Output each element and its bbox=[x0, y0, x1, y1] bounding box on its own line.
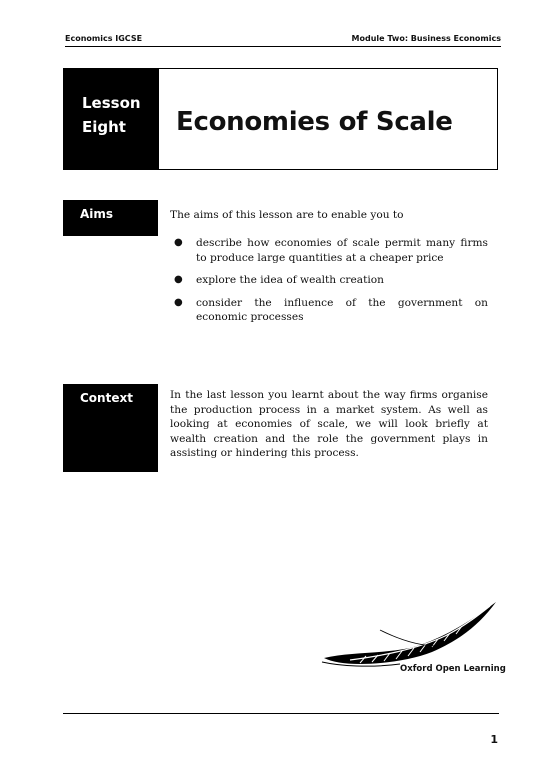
aims-item-text: explore the idea of wealth creation bbox=[196, 274, 384, 286]
header-course-title: Economics IGCSE bbox=[65, 34, 143, 43]
publisher-logo-text: Oxford Open Learning bbox=[400, 664, 506, 674]
lesson-number-panel bbox=[64, 69, 159, 169]
bullet-icon: ● bbox=[174, 237, 183, 248]
bullet-icon: ● bbox=[174, 296, 183, 308]
aims-heading-block bbox=[63, 200, 158, 236]
bullet-icon: ● bbox=[174, 274, 183, 285]
footer-divider bbox=[63, 713, 499, 714]
context-paragraph: In the last lesson you learnt about the way firms organise the production process in a market system. As well as looking at economies of scale, we will look briefly at wealth creation and the role the government plays in assisting or hindering this process. bbox=[170, 389, 488, 459]
context-heading-block bbox=[63, 384, 158, 472]
aims-item-text: consider the influence of the government on economic processes bbox=[196, 296, 488, 323]
aims-list-item bbox=[170, 273, 488, 288]
context-heading: Context bbox=[80, 391, 133, 405]
aims-item-text: describe how economies of scale permit many firms to produce large quantities at a cheaper price bbox=[196, 237, 488, 264]
aims-heading: Aims bbox=[80, 207, 114, 221]
page-number: 1 bbox=[490, 733, 498, 746]
aims-list bbox=[170, 236, 488, 333]
page-header bbox=[65, 32, 501, 47]
aims-list-item bbox=[170, 296, 488, 325]
aims-list-item bbox=[170, 236, 488, 265]
lesson-title-box bbox=[63, 68, 498, 170]
lesson-label: Lesson bbox=[82, 94, 141, 112]
header-module-title: Module Two: Business Economics bbox=[351, 34, 501, 43]
lesson-number: Eight bbox=[82, 118, 126, 136]
aims-intro: The aims of this lesson are to enable you to bbox=[170, 209, 404, 221]
lesson-title: Economies of Scale bbox=[176, 107, 453, 137]
